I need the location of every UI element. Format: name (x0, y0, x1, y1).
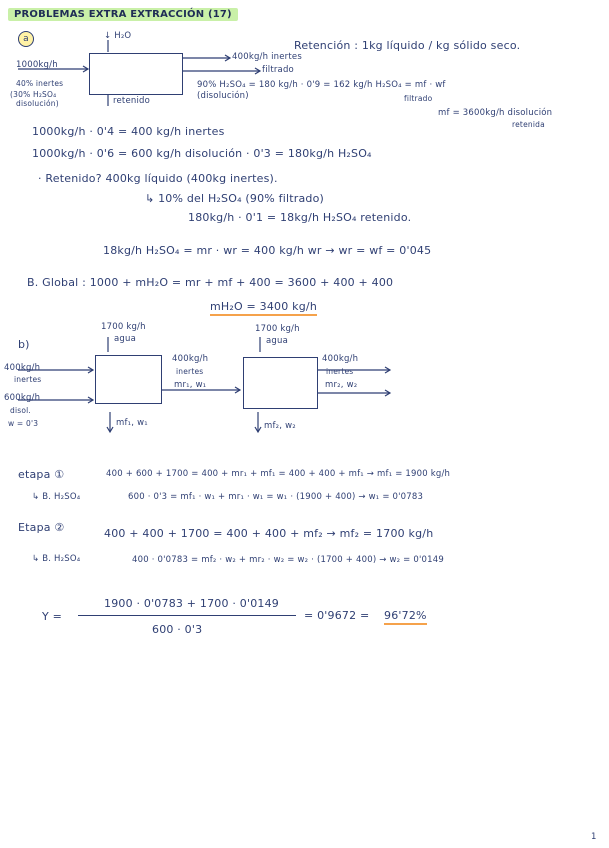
feed-b1-1: 400kg/h (4, 363, 41, 373)
out-filtrado-a: filtrado (262, 65, 294, 75)
wr-equation: 18kg/h H₂SO₄ = mr · wr = 400 kg/h wr → wr = wf = 0'045 (103, 244, 432, 257)
feed-b1-2: inertes (14, 375, 42, 384)
fraction-bar (78, 615, 296, 616)
balance-global: B. Global : 1000 + mH₂O = mr + mf + 400 = 3600 + 400 + 400 (27, 276, 394, 289)
retention-note: Retención : 1kg líquido / kg sólido seco. (294, 39, 521, 52)
etapa1-balance-eq: 600 · 0'3 = mf₁ · w₁ + mr₁ · w₁ = w₁ · (1900 + 400) → w₁ = 0'0783 (128, 492, 424, 502)
feed-b2-1: 600kg/h (4, 393, 41, 403)
feed-b2-3: w = 0'3 (8, 419, 39, 428)
under-stage-2: mf₂, w₂ (264, 421, 296, 431)
stage-2-box (243, 357, 318, 409)
feed-b2-2: disol. (10, 406, 32, 415)
part-a-label: a (18, 31, 34, 47)
mf-result-1: mf = 3600kg/h disolución (438, 108, 553, 118)
etapa1-label: etapa ① (18, 468, 65, 481)
etapa2-equation: 400 + 400 + 1700 = 400 + 400 + mf₂ → mf₂ = 1700 kg/h (104, 527, 434, 540)
water1-line2: agua (114, 334, 137, 344)
out-inertes-a: 400kg/h inertes (232, 52, 302, 62)
out-stream-2: inertes (326, 367, 354, 376)
filtrado-eq-2: (disolución) (197, 91, 249, 101)
mf-result-2: retenida (512, 120, 545, 129)
feed-a-3: (30% H₂SO₄ (10, 90, 57, 99)
water-inlet-a: ↓ H₂O (104, 31, 132, 41)
yield-equals: = 0'9672 = (304, 609, 370, 622)
feed-a-1: 1000kg/h (16, 60, 58, 70)
stage-1-box (95, 355, 162, 404)
etapa2-balance-eq: 400 · 0'0783 = mf₂ · w₂ + mr₂ · w₂ = w₂ · (1700 + 400) → w₂ = 0'0149 (132, 555, 444, 565)
yield-result: 96'72% (384, 609, 427, 625)
page-number: 1 (591, 832, 597, 842)
yield-denominator: 600 · 0'3 (152, 623, 203, 636)
feed-a-2: 40% inertes (16, 79, 64, 88)
filtrado-eq-1: 90% H₂SO₄ = 180 kg/h · 0'9 = 162 kg/h H₂SO₄ = mf · wf (197, 80, 446, 90)
yield-numerator: 1900 · 0'0783 + 1700 · 0'0149 (104, 597, 280, 610)
etapa1-equation: 400 + 600 + 1700 = 400 + mr₁ + mf₁ = 400 + 400 + mf₁ → mf₁ = 1900 kg/h (106, 469, 451, 479)
part-b-label: b) (18, 338, 30, 351)
line-inertes: 1000kg/h · 0'4 = 400 kg/h inertes (32, 125, 225, 138)
feed-a-4: disolución) (16, 99, 59, 108)
mid-stream-1: 400kg/h (172, 354, 209, 364)
mid-stream-3: mr₁, w₁ (174, 380, 207, 390)
out-stream-1: 400kg/h (322, 354, 359, 364)
etapa2-balance-label: ↳ B. H₂SO₄ (32, 554, 81, 564)
mid-stream-2: inertes (176, 367, 204, 376)
water2-line2: agua (266, 336, 289, 346)
page-title: PROBLEMAS EXTRA EXTRACCIÓN (17) (8, 8, 238, 21)
retenido-a: retenido (113, 96, 151, 106)
under-stage-1: mf₁, w₁ (116, 418, 148, 428)
out-stream-3: mr₂, w₂ (325, 380, 358, 390)
etapa1-balance-label: ↳ B. H₂SO₄ (32, 492, 81, 502)
retenido-question: · Retenido? 400kg líquido (400kg inertes). (38, 172, 278, 185)
water2-line1: 1700 kg/h (255, 324, 300, 334)
mh2o-result: mH₂O = 3400 kg/h (210, 300, 317, 316)
yield-label: Y = (42, 610, 63, 623)
retenido-10pct: ↳ 10% del H₂SO₄ (90% filtrado) (145, 192, 324, 205)
retenido-180: 180kg/h · 0'1 = 18kg/h H₂SO₄ retenido. (188, 211, 412, 224)
filtrado-eq-3: filtrado (404, 94, 433, 103)
water1-line1: 1700 kg/h (101, 322, 146, 332)
etapa2-label: Etapa ② (18, 521, 65, 534)
line-disolucion: 1000kg/h · 0'6 = 600 kg/h disolución · 0'3 = 180kg/h H₂SO₄ (32, 147, 372, 160)
